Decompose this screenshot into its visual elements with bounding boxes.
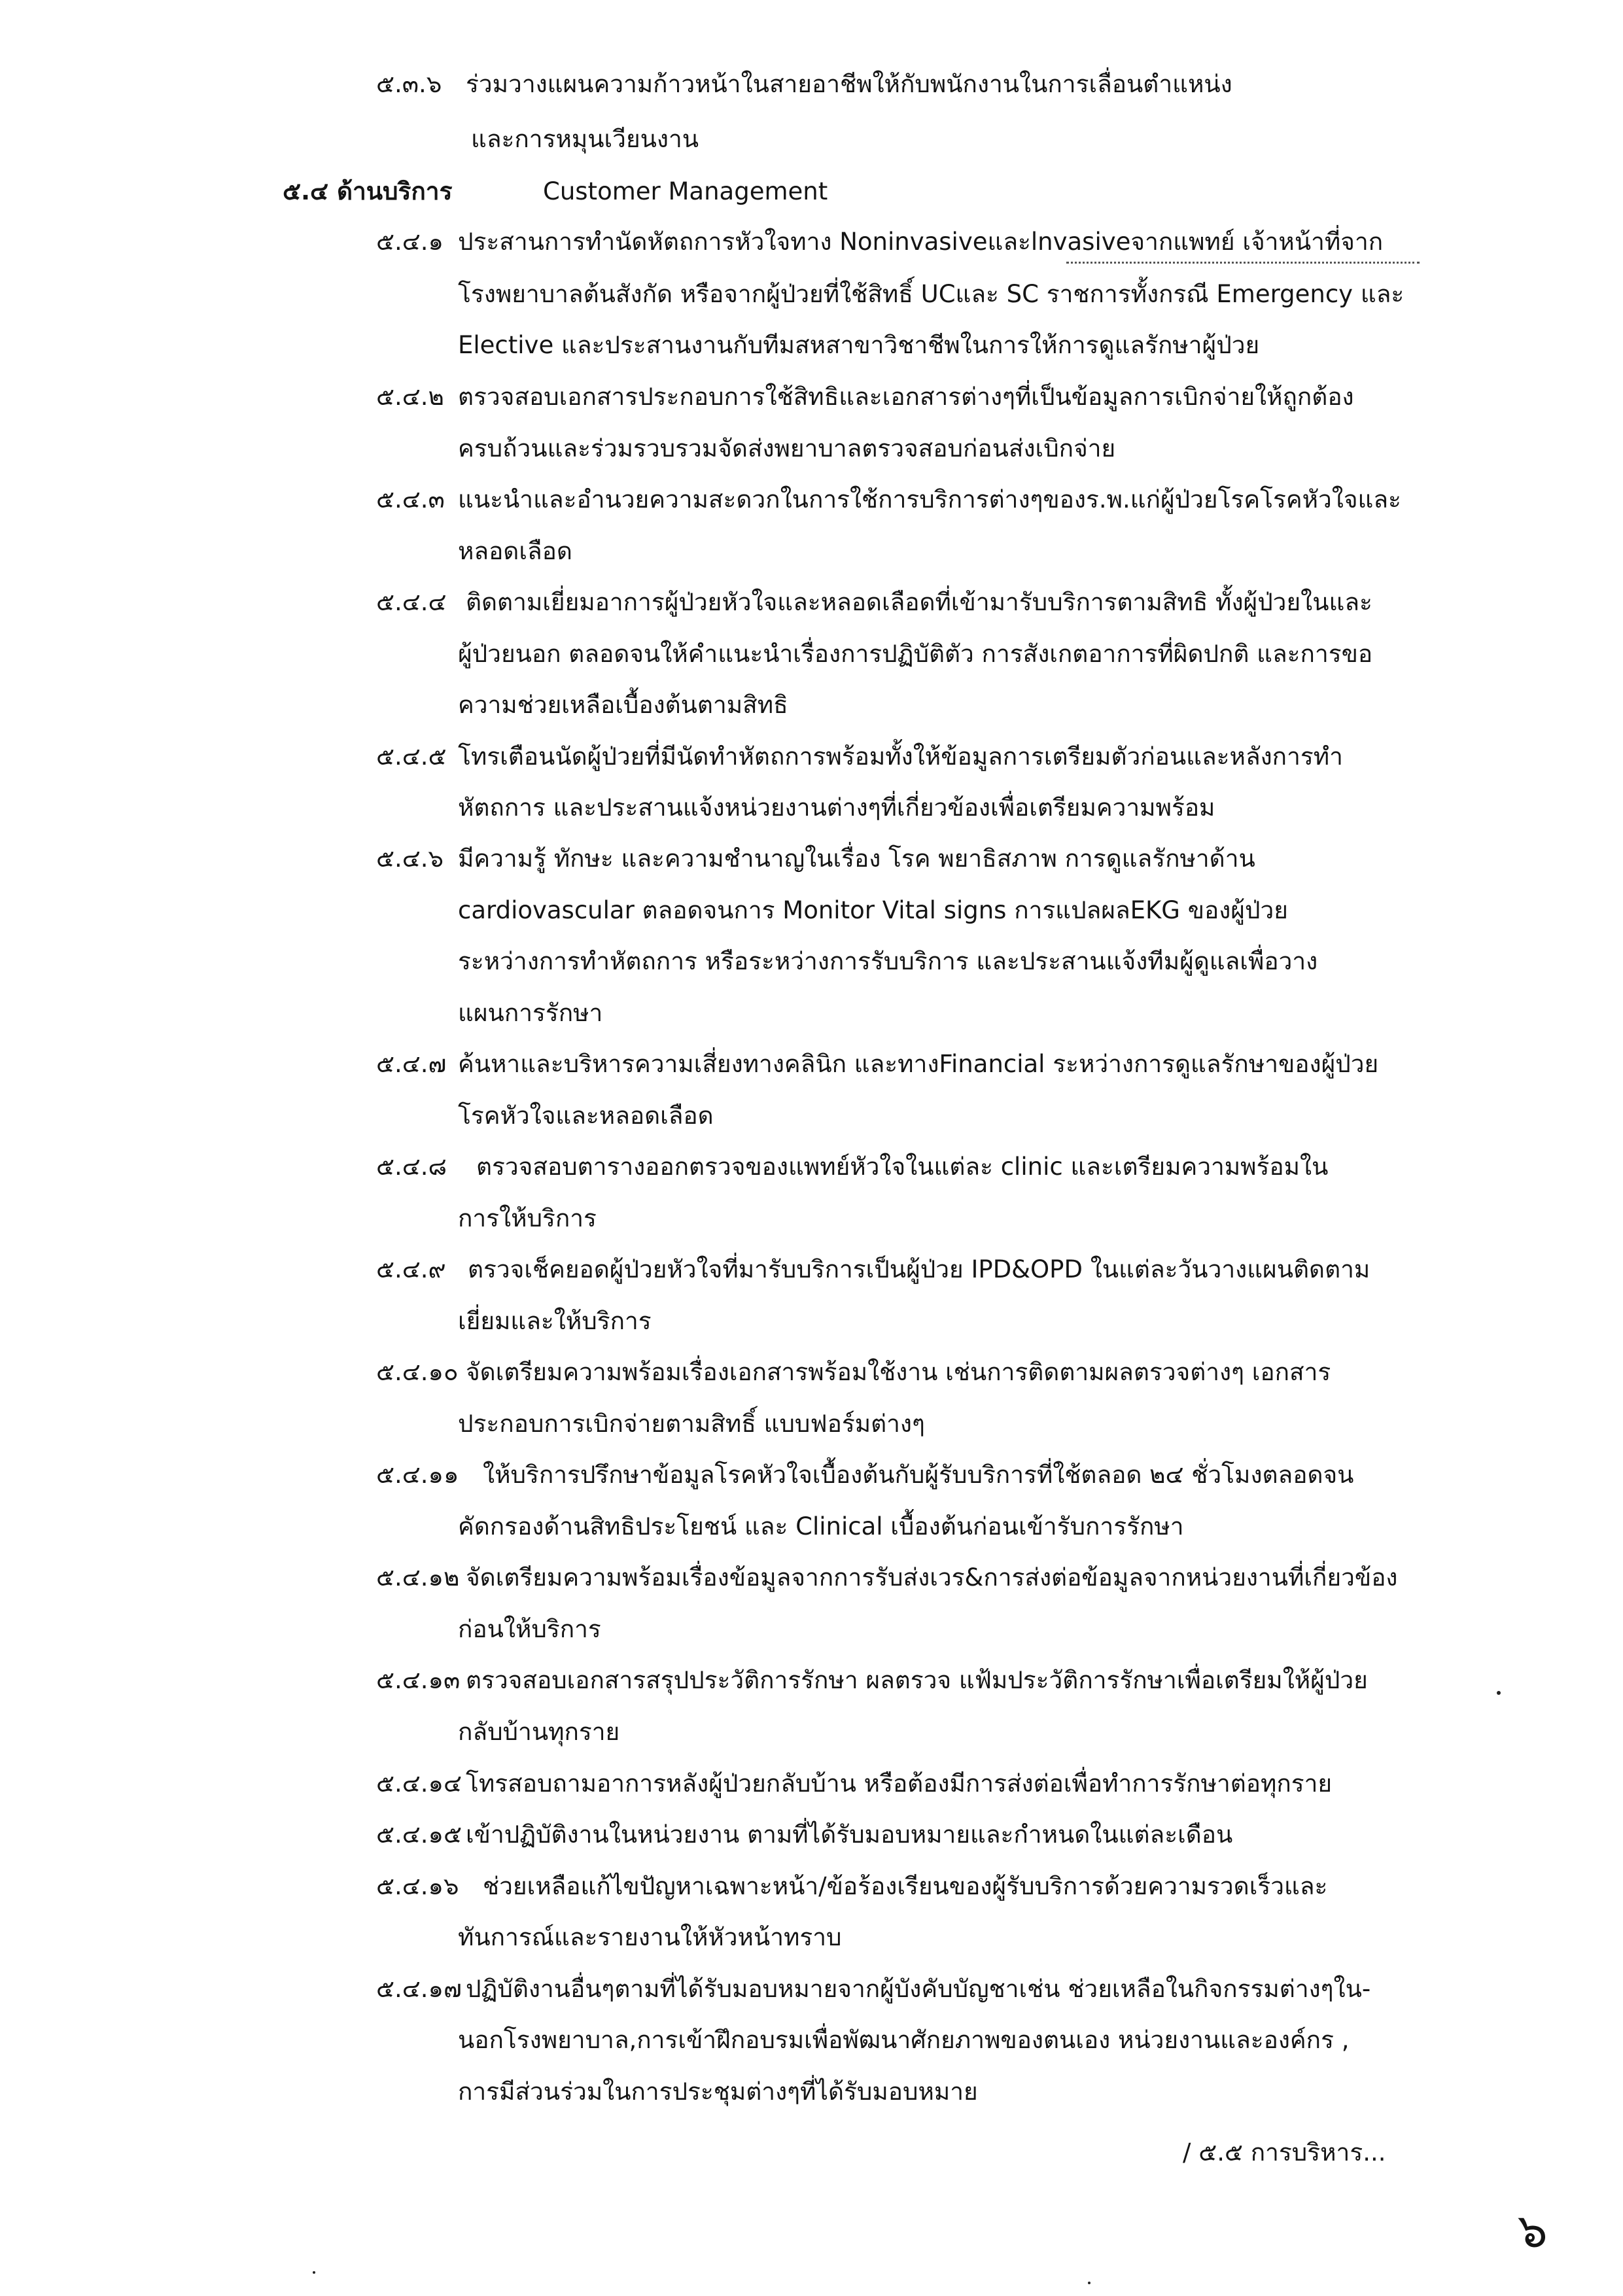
item-text: จัดเตรียมความพร้อมเรื่องเอกสารพร้อมใช้งาน เช่นการติดตามผลตรวจต่างๆ เอกสาร [466,1358,1331,1386]
item-number: ๕.๔.๗ [376,1050,447,1078]
item-number: ๕.๔.๑๒ [376,1563,460,1592]
item-text: โรงพยาบาลต้นสังกัด หรือจากผู้ป่วยที่ใช้สิทธิ์ UCและ SC ราชการทั้งกรณี Emergency และ [458,280,1405,308]
item-number: ๕.๔.๑๓ [376,1666,461,1694]
item-text: มีความรู้ ทักษะ และความชำนาญในเรื่อง โรค พยาธิสภาพ การดูแลรักษาด้าน [458,844,1255,873]
item-number: ๕.๔.๑๔ [376,1769,462,1798]
item-text: แผนการรักษา [458,999,603,1027]
item-number: ๕.๔.๑ [376,228,444,256]
item-text: ร่วมวางแผนความก้าวหน้าในสายอาชีพให้กับพนักงานในการเลื่อนตำแหน่ง [466,70,1232,98]
item-number: ๕.๔.๑๕ [376,1820,462,1849]
item-text: ประกอบการเบิกจ่ายตามสิทธิ์ แบบฟอร์มต่างๆ [458,1410,925,1438]
item-number: ๕.๔.๑๗ [376,1975,462,2003]
item-number: ๕.๔.๔ [376,588,447,616]
continuation-footer: / ๕.๕ การบริหาร... [1183,2138,1386,2166]
item-text: cardiovascular ตลอดจนการ Monitor Vital signs การแปลผลEKG ของผู้ป่วย [458,896,1288,924]
item-number: ๕.๔.๕ [376,742,447,771]
item-text: การให้บริการ [458,1204,597,1232]
item-text: คัดกรองด้านสิทธิประโยชน์ และ Clinical เบื้องต้นก่อนเข้ารับการรักษา [458,1512,1184,1540]
item-number: ๕.๔.๑๑ [376,1461,459,1489]
item-text: การมีส่วนร่วมในการประชุมต่างๆที่ได้รับมอบหมาย [458,2078,978,2106]
item-text: ให้บริการปรึกษาข้อมูลโรคหัวใจเบื้องต้นกับผู้รับบริการที่ใช้ตลอด ๒๔ ชั่วโมงตลอดจน [483,1461,1354,1489]
item-text: ตรวจสอบตารางออกตรวจของแพทย์หัวใจในแต่ละ clinic และเตรียมความพร้อมใน [476,1153,1329,1181]
item-number: ๕.๔.๒ [376,383,444,411]
item-text: เข้าปฏิบัติงานในหน่วยงาน ตามที่ได้รับมอบหมายและกำหนดในแต่ละเดือน [466,1820,1233,1849]
stray-dot [1497,1691,1501,1695]
item-text: หลอดเลือด [458,537,572,565]
item-text: ก่อนให้บริการ [458,1615,601,1643]
item-text: โทรเตือนนัดผู้ป่วยที่มีนัดทำหัตถการพร้อมทั้งให้ข้อมูลการเตรียมตัวก่อนและหลังการทำ [458,742,1343,771]
item-text: ช่วยเหลือแก้ไขปัญหาเฉพาะหน้า/ข้อร้องเรียนของผู้รับบริการด้วยความรวดเร็วและ [483,1872,1328,1900]
item-text: กลับบ้านทุกราย [458,1718,620,1746]
item-text: โทรสอบถามอาการหลังผู้ป่วยกลับบ้าน หรือต้องมีการส่งต่อเพื่อทำการรักษาต่อทุกราย [466,1769,1333,1798]
item-text: เยี่ยมและให้บริการ [458,1307,652,1335]
item-number: ๕.๔.๙ [376,1255,446,1283]
section-heading-english: Customer Management [543,177,828,205]
item-text: ตรวจเช็คยอดผู้ป่วยหัวใจที่มารับบริการเป็นผู้ป่วย IPD&OPD ในแต่ละวันวางแผนติดตาม [468,1255,1370,1283]
item-number: ๕.๔.๓ [376,485,445,513]
item-text: แนะนำและอำนวยความสะดวกในการใช้การบริการต่างๆของร.พ.แก่ผู้ป่วยโรคโรคหัวใจและ [458,485,1401,513]
item-text: ค้นหาและบริหารความเสี่ยงทางคลินิก และทางFinancial ระหว่างการดูแลรักษาของผู้ป่วย [458,1050,1379,1078]
item-text: และการหมุนเวียนงาน [471,125,699,153]
page-number: ๖ [1518,2203,1548,2258]
dotted-underline [1066,262,1420,264]
item-text: ตรวจสอบเอกสารสรุปประวัติการรักษา ผลตรวจ แฟ้มประวัติการรักษาเพื่อเตรียมให้ผู้ป่วย [466,1666,1368,1694]
item-text: นอกโรงพยาบาล,การเข้าฝึกอบรมเพื่อพัฒนาศักยภาพของตนเอง หน่วยงานและองค์กร , [458,2026,1350,2054]
item-text: ทันการณ์และรายงานให้หัวหน้าทราบ [458,1923,842,1951]
item-text: ครบถ้วนและร่วมรวบรวมจัดส่งพยาบาลตรวจสอบก่อนส่งเบิกจ่าย [458,434,1116,462]
item-number: ๕.๔.๘ [376,1153,447,1181]
item-text: หัตถการ และประสานแจ้งหน่วยงานต่างๆที่เกี่ยวข้องเพื่อเตรียมความพร้อม [458,793,1215,822]
item-text: ปฏิบัติงานอื่นๆตามที่ได้รับมอบหมายจากผู้บังคับบัญชาเช่น ช่วยเหลือในกิจกรรมต่างๆใน- [466,1975,1371,2003]
scan-speck [313,2271,315,2274]
item-text: ติดตามเยี่ยมอาการผู้ป่วยหัวใจและหลอดเลือดที่เข้ามารับบริการตามสิทธิ ทั้งผู้ป่วยในและ [466,588,1372,616]
item-number: ๕.๔.๖ [376,844,444,873]
scan-speck [1088,2282,1091,2284]
item-number: ๕.๓.๖ [376,70,442,98]
item-text: ตรวจสอบเอกสารประกอบการใช้สิทธิและเอกสารต่างๆที่เป็นข้อมูลการเบิกจ่ายให้ถูกต้อง [458,383,1354,411]
item-text: Elective และประสานงานกับทีมสหสาขาวิชาชีพในการให้การดูแลรักษาผู้ป่วย [458,331,1260,359]
item-text: ระหว่างการทำหัตถการ หรือระหว่างการรับบริการ และประสานแจ้งทีมผู้ดูแลเพื่อวาง [458,947,1318,975]
item-text: โรคหัวใจและหลอดเลือด [458,1102,714,1130]
item-text: ประสานการทำนัดหัตถการหัวใจทาง Noninvasiveและlnvasiveจากแพทย์ เจ้าหน้าที่จาก [458,228,1384,256]
item-number: ๕.๔.๑๖ [376,1872,459,1900]
item-text: ผู้ป่วยนอก ตลอดจนให้คำแนะนำเรื่องการปฏิบัติตัว การสังเกตอาการที่ผิดปกติ และการขอ [458,640,1373,668]
section-heading: ๕.๔ ด้านบริการ [283,177,453,205]
item-number: ๕.๔.๑๐ [376,1358,459,1386]
item-text: ความช่วยเหลือเบื้องต้นตามสิทธิ [458,691,788,719]
item-text: จัดเตรียมความพร้อมเรื่องข้อมูลจากการรับส่งเวร&การส่งต่อข้อมูลจากหน่วยงานที่เกี่ยวข้อง [466,1563,1398,1592]
